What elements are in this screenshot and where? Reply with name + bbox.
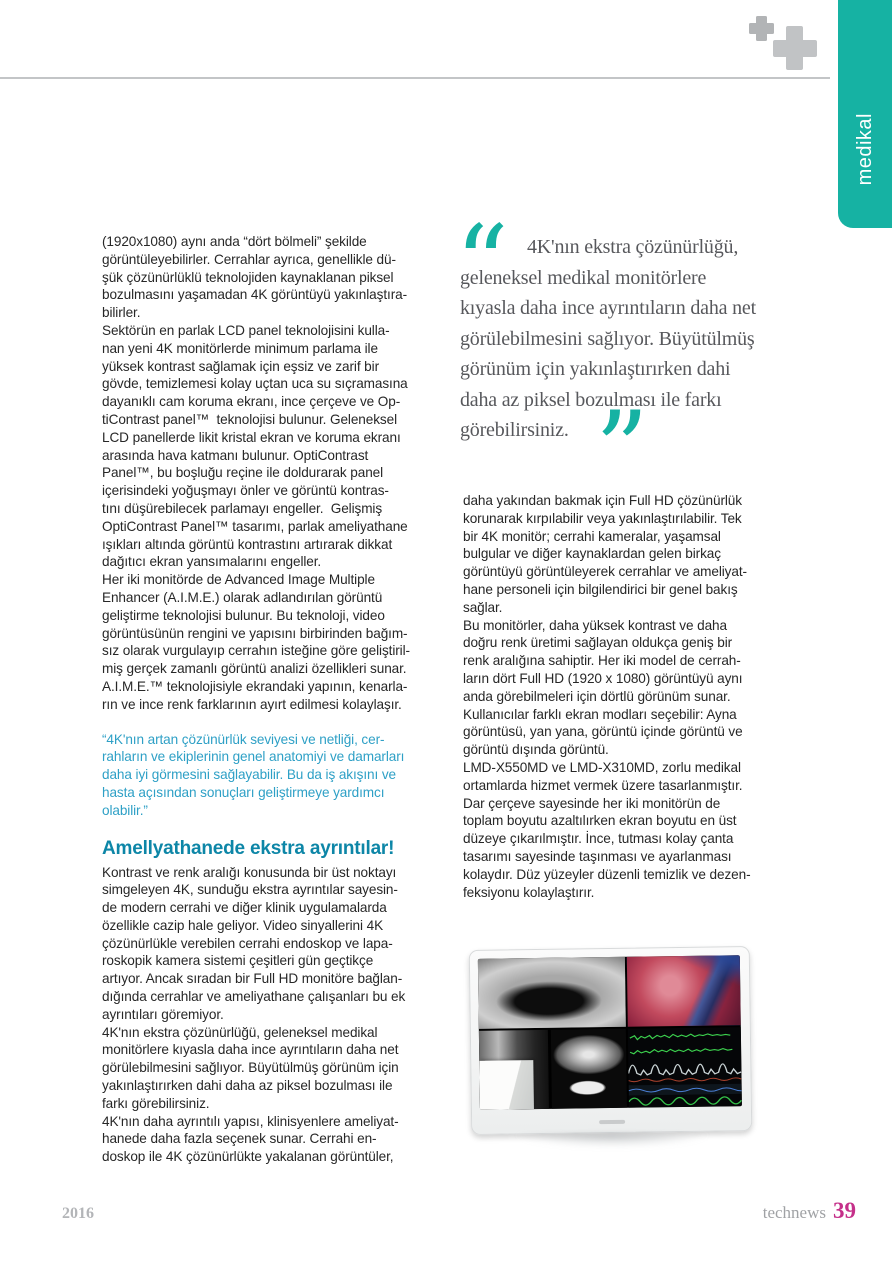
text-line: ayrıntıları göremiyor. xyxy=(102,1006,224,1022)
text-line: kolaydır. Düz yüzeyler düzenli temizlik ve dezen- xyxy=(463,866,751,882)
text-line: geliştirme teknolojisi bulunur. Bu teknoloji, video xyxy=(102,607,385,623)
footer-magazine-name: technews xyxy=(762,1203,826,1222)
section-tab-medikal[interactable] xyxy=(838,0,892,228)
monitor-bezel xyxy=(469,946,753,1135)
body-paragraph xyxy=(463,617,803,759)
text-line: doskop ile 4K çözünürlükte yakalanan görüntüler, xyxy=(102,1149,394,1165)
text-line: içerisindeki yoğuşmayı önler ve görüntü kontras- xyxy=(102,483,389,499)
text-line: yakınlaştırırken dahi daha az piksel bozulması ile xyxy=(102,1078,393,1094)
text-line: feksiyonu kolaylaştırır. xyxy=(463,884,595,900)
text-line: görülebilmesini sağlıyor. Büyütülmüş xyxy=(460,327,755,350)
plus-icons xyxy=(740,12,826,74)
text-line: roskopik kamera sistemi çeşitleri gün geçtikçe xyxy=(102,953,374,969)
text-line: dayanıklı cam koruma ekranı, ince çerçeve ve Op- xyxy=(102,394,401,410)
text-line: rın ve ince renk farklarının ayırt edilmesi kolaylaşır. xyxy=(102,696,402,712)
pull-quote: “ 4K'nın ekstra çözünürlüğü, geleneksel medikal monitörlere kıyasla daha ince ayrıntıların daha net görülebilmesini sağlıyor. Büyütülmüş görünüm için yakınlaştırırken dahi daha az piksel bozulması ile farkı görebilirsiniz. ” xyxy=(455,214,805,474)
monitor-screen xyxy=(478,955,742,1110)
text-line: renk aralığına sahiptir. Her iki model de cerrah- xyxy=(463,653,741,669)
text-line: görebilirsiniz. xyxy=(460,419,569,441)
text-line: toplam boyutu azaltılırken ekran boyutu en üst xyxy=(463,813,737,829)
text-line: 4K'nın ekstra çözünürlüğü, geleneksel medikal xyxy=(102,1024,378,1040)
body-paragraph xyxy=(463,759,803,901)
text-line: görüntüsü, yan yana, görüntü içinde görüntü ve xyxy=(463,724,743,740)
text-line: Dar çerçeve sayesinde her iki monitörün de xyxy=(463,795,721,811)
text-line: artıyor. Ancak sıradan bir Full HD monitöre bağlan- xyxy=(102,971,403,987)
text-line: ortamlarda hizmet vermek üzere tasarlanmıştır. xyxy=(463,777,743,793)
text-line: şük çözünürlüklü teknolojiden kaynaklanan piksel xyxy=(102,269,394,285)
text-line: bilirler. xyxy=(102,305,141,321)
text-line: Panel™, bu boşluğu reçine ile doldurarak panel xyxy=(102,465,384,481)
text-line: Amellyathanede ekstra ayrıntılar! xyxy=(102,837,395,859)
body-paragraph xyxy=(102,322,447,571)
article-right-column xyxy=(463,492,803,901)
text-line: sız olarak vurgulayıp cerrahın isteğine göre geliştiril- xyxy=(102,643,410,659)
text-line: rahların ve ekiplerinin genel anatomiyi ve damarları xyxy=(102,749,405,765)
text-line: “4K'nın artan çözünürlük seviyesi ve netliği, cer- xyxy=(102,731,385,747)
text-line: bulgular ve diğer kaynaklardan gelen birkaç xyxy=(463,546,721,562)
text-line: hasta açısından sonuçları geliştirmeye yardımcı xyxy=(102,784,385,800)
screen-panel-equipment xyxy=(479,1060,534,1109)
text-line: doğru renk üretimi sağlayan oldukça geniş bir xyxy=(463,635,733,651)
screen-panel-surgery xyxy=(627,955,741,1027)
text-line: miş gerçek zamanlı görüntü analizi özellikleri sunar. xyxy=(102,661,407,677)
text-line: olabilir.” xyxy=(102,802,148,818)
text-line: (1920x1080) aynı anda “dört bölmeli” şekilde xyxy=(102,234,367,249)
body-paragraph xyxy=(102,571,447,713)
figure-medical-monitor xyxy=(462,938,762,1163)
text-line: arasında hava katmanı bulunur. OptiContrast xyxy=(102,447,369,463)
monitor-reflection xyxy=(488,1134,736,1160)
text-line: bir 4K monitör; cerrahi kameralar, yaşamsal xyxy=(463,528,721,544)
text-line: A.I.M.E.™ teknolojisiyle ekrandaki yapının, kenarla- xyxy=(102,678,408,694)
text-line: dağıtıcı ekran yansımalarını engeller. xyxy=(102,554,322,570)
text-line: görünüm için yakınlaştırırken dahi xyxy=(460,358,731,380)
text-line: kıyasla daha ince ayrıntıların daha net xyxy=(460,297,756,319)
text-line: daha yakından bakmak için Full HD çözünürlük xyxy=(463,493,742,508)
text-line: korunarak kırpılabilir veya yakınlaştırılabilir. Tek xyxy=(463,510,742,526)
text-line: 4K'nın ekstra çözünürlüğü, xyxy=(527,236,739,258)
quote-paragraph xyxy=(102,731,447,820)
text-line: daha iyi görmesini sağlayabilir. Bu da iş akışını ve xyxy=(102,767,397,783)
header-divider-line xyxy=(0,77,830,79)
screen-panel-ct-scan xyxy=(551,1029,627,1109)
text-line: anda görebilmeleri için dörtlü görünüm sunar. xyxy=(463,688,731,704)
text-line: görülebilmesini sağlıyor. Büyütülmüş görünüm için xyxy=(102,1060,399,1076)
text-line: Sektörün en parlak LCD panel teknolojisini kulla- xyxy=(102,322,390,338)
text-line: düzeye çıkarılmıştır. İnce, tutması kolay çanta xyxy=(463,831,734,847)
text-line: farkı görebilirsiniz. xyxy=(102,1095,210,1111)
body-paragraph xyxy=(102,864,447,1167)
text-line: yüksek kontrast sağlamak için eşsiz ve zarif bir xyxy=(102,358,379,374)
text-line: çözünürlükle verebilen cerrahi endoskop ve lapa- xyxy=(102,935,393,951)
footer-brand xyxy=(763,1198,856,1224)
text-line: gövde, temizlemesi kolay uçtan uca su sıçramasına xyxy=(102,376,408,392)
footer-page-number: 39 xyxy=(833,1198,856,1223)
screen-panel-radiograph xyxy=(479,1030,550,1109)
text-line: OptiContrast Panel™ tasarımı, parlak ameliyathane xyxy=(102,518,408,534)
text-line: görüntüyü görüntüleyerek cerrahlar ve ameliyat- xyxy=(463,564,747,580)
text-line: Kontrast ve renk aralığı konusunda bir üst noktayı xyxy=(102,864,397,880)
text-line: daha az piksel bozulması ile farkı xyxy=(460,388,722,411)
text-line: görüntü dışında görüntü. xyxy=(463,742,609,758)
text-line: Kullanıcılar farklı ekran modları seçebilir: Ayna xyxy=(463,706,737,722)
vitals-waveforms-icon xyxy=(628,1028,742,1108)
text-line: Enhancer (A.I.M.E.) olarak adlandırılan görüntü xyxy=(102,589,383,605)
text-line: Bu monitörler, daha yüksek kontrast ve daha xyxy=(463,617,727,633)
text-line: geleneksel medikal monitörlere xyxy=(460,266,707,289)
text-line: görüntüsünün rengini ve yapısını birbirinden bağım- xyxy=(102,625,408,641)
text-line: hane personeli için bilgilendirici bir genel bakış xyxy=(463,581,738,597)
text-line: tını düşürebilecek parlamayı engeller. Gelişmiş xyxy=(102,500,383,516)
text-line: Her iki monitörde de Advanced Image Multiple xyxy=(102,572,375,588)
text-line: de modern cerrahi ve diğer klinik uygulamalarda xyxy=(102,900,387,916)
text-line: tasarımı sayesinde taşınması ve ayarlanması xyxy=(463,848,732,864)
text-line: 4K'nın daha ayrıntılı yapısı, klinisyenlere ameliyat- xyxy=(102,1113,399,1129)
text-line: sağlar. xyxy=(463,599,503,615)
text-line: görüntüleyebilirler. Cerrahlar ayrıca, genellikle dü- xyxy=(102,251,396,267)
text-line: hanede daha fazla seçenek sunar. Cerrahi en- xyxy=(102,1131,377,1147)
plus-icon-small xyxy=(749,16,774,41)
body-paragraph xyxy=(102,233,447,322)
text-line: LCD panellerde likit kristal ekran ve koruma ekranı xyxy=(102,429,401,445)
screen-panel-vitals xyxy=(628,1028,742,1108)
text-line: özellikle cazip hale geliyor. Video sinyallerini 4K xyxy=(102,917,384,933)
text-line: monitörlere kıyasla daha ince ayrıntıların daha net xyxy=(102,1042,399,1058)
body-paragraph xyxy=(463,492,803,617)
monitor-logo xyxy=(599,1120,625,1124)
article-left-column xyxy=(102,233,447,1166)
screen-panel-xray xyxy=(478,957,626,1029)
text-line: bozulmasını yaşamadan 4K görüntüyü yakınlaştıra- xyxy=(102,287,408,303)
section-heading xyxy=(102,837,447,860)
text-line: simgeleyen 4K, sunduğu ekstra ayrıntılar sayesin- xyxy=(102,882,398,898)
text-line: dığında cerrahlar ve ameliyathane çalışanları bu ek xyxy=(102,989,406,1005)
text-line: nan yeni 4K monitörlerde minimum parlama ile xyxy=(102,340,378,356)
footer-year: 2016 xyxy=(62,1205,94,1222)
plus-icon-large xyxy=(773,26,817,70)
text-line: ların dört Full HD (1920 x 1080) görüntüyü aynı xyxy=(463,670,743,686)
text-line: LMD-X550MD ve LMD-X310MD, zorlu medikal xyxy=(463,759,741,775)
section-tab-label: medikal xyxy=(853,112,876,185)
text-line: tiContrast panel™ teknolojisi bulunur. Geleneksel xyxy=(102,411,397,427)
text-line: ışıkları altında görüntü kontrastını artırarak dikkat xyxy=(102,536,393,552)
